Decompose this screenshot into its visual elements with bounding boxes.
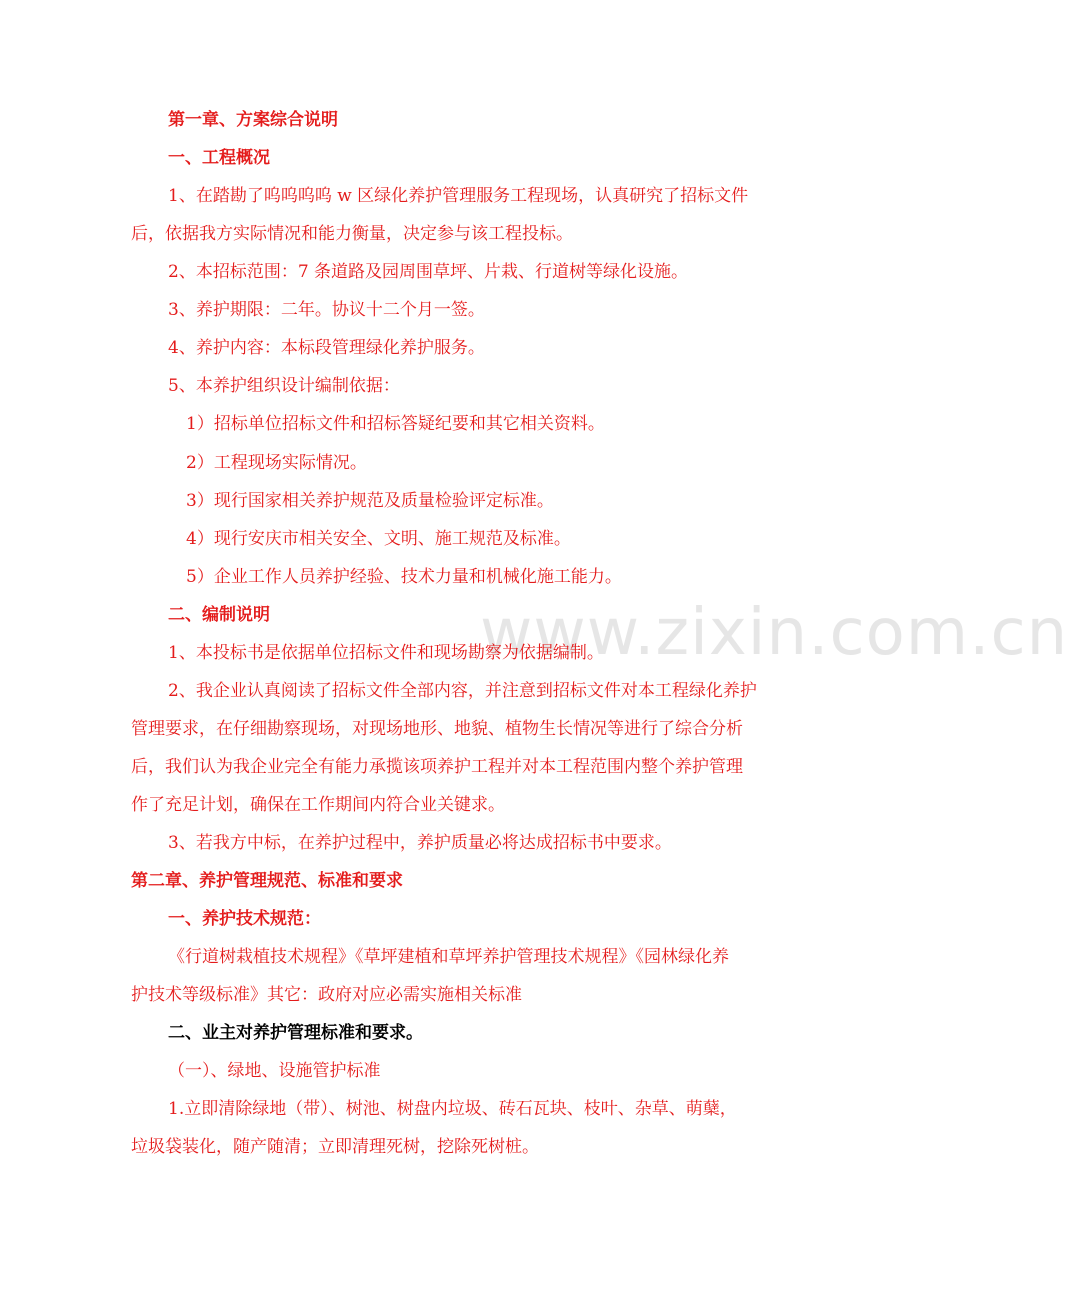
paragraph-line: 2、本招标范围：7 条道路及园周围草坪、片栽、行道树等绿化设施。 xyxy=(168,262,689,282)
paragraph-line: 后，我们认为我企业完全有能力承揽该项养护工程并对本工程范围内整个养护管理 xyxy=(131,757,743,777)
paragraph-line: 5、本养护组织设计编制依据： xyxy=(168,376,400,396)
section-heading: 二、业主对养护管理标准和要求。 xyxy=(168,1023,423,1043)
chapter-2-heading: 第二章、养护管理规范、标准和要求 xyxy=(131,871,403,891)
section-heading: 二、编制说明 xyxy=(168,605,270,625)
paragraph-line: 管理要求，在仔细勘察现场，对现场地形、地貌、植物生长情况等进行了综合分析 xyxy=(131,719,743,739)
paragraph-line: 1.立即清除绿地（带）、树池、树盘内垃圾、砖石瓦块、枝叶、杂草、萌蘖， xyxy=(168,1099,737,1119)
list-item: 2）工程现场实际情况。 xyxy=(186,453,367,473)
paragraph-line: 3、若我方中标，在养护过程中，养护质量必将达成招标书中要求。 xyxy=(168,833,672,853)
paragraph-line: 后，依据我方实际情况和能力衡量，决定参与该工程投标。 xyxy=(131,224,573,244)
paragraph-line: 1、本投标书是依据单位招标文件和现场勘察为依据编制。 xyxy=(168,643,604,663)
paragraph-line: 作了充足计划，确保在工作期间内符合业关键求。 xyxy=(131,795,505,815)
section-heading: 一、工程概况 xyxy=(168,148,270,168)
section-heading: 一、养护技术规范： xyxy=(168,909,321,929)
list-item: 4）现行安庆市相关安全、文明、施工规范及标准。 xyxy=(186,529,571,549)
paragraph-line: 3、养护期限：二年。协议十二个月一签。 xyxy=(168,300,485,320)
paragraph-line: 《行道树栽植技术规程》《草坪建植和草坪养护管理技术规程》《园林绿化养 xyxy=(168,947,729,967)
paragraph-line: 2、我企业认真阅读了招标文件全部内容，并注意到招标文件对本工程绿化养护 xyxy=(168,681,757,701)
paragraph-line: 护技术等级标准》其它：政府对应必需实施相关标准 xyxy=(131,985,522,1005)
paragraph-line: 垃圾袋装化，随产随清；立即清理死树，挖除死树桩。 xyxy=(131,1137,539,1157)
list-item: 1）招标单位招标文件和招标答疑纪要和其它相关资料。 xyxy=(186,414,605,434)
subsection-heading: （一）、绿地、设施管护标准 xyxy=(168,1061,381,1081)
paragraph-line: 1、在踏勘了呜呜呜呜 w 区绿化养护管理服务工程现场，认真研究了招标文件 xyxy=(168,186,749,206)
chapter-1-heading: 第一章、方案综合说明 xyxy=(168,110,338,130)
list-item: 3）现行国家相关养护规范及质量检验评定标准。 xyxy=(186,491,554,511)
list-item: 5）企业工作人员养护经验、技术力量和机械化施工能力。 xyxy=(186,567,622,587)
watermark: www.zixin.com.cn xyxy=(480,596,1068,670)
paragraph-line: 4、养护内容：本标段管理绿化养护服务。 xyxy=(168,338,485,358)
